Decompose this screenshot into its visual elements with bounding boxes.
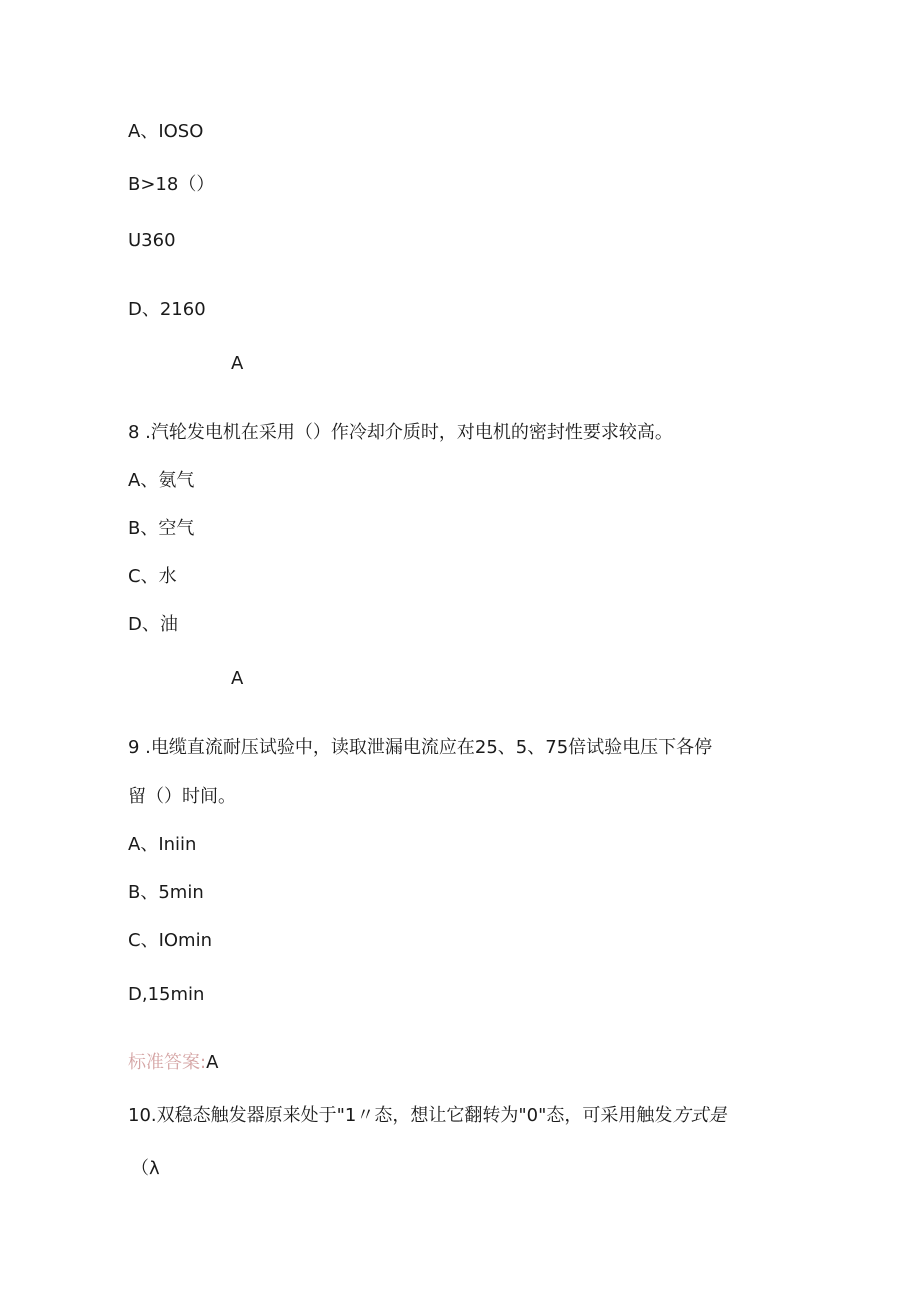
q7-option-b: B>18（） <box>128 174 215 195</box>
q7-option-c: U360 <box>128 230 176 251</box>
q9-option-b: B、5min <box>128 882 204 903</box>
q10-stem-line-1 <box>128 1104 726 1128</box>
q10-stem-line-2: （λ <box>131 1158 160 1179</box>
q8-option-c: C、水 <box>128 566 177 587</box>
answer-label: 标准答案: <box>128 1052 207 1073</box>
q10-stem-main: 10.双稳态触发器原来处于"1〃态，想让它翻转为"0"态，可采用触发 <box>128 1105 673 1126</box>
q9-option-c: C、IOmin <box>128 930 212 951</box>
q8-stem: 8 .汽轮发电机在采用（）作冷却介质时，对电机的密封性要求较高。 <box>128 422 673 443</box>
q9-stem-line-2: 留（）时间。 <box>128 786 236 807</box>
q9-option-d: D,15min <box>128 984 205 1005</box>
q8-option-b: B、空气 <box>128 518 195 539</box>
q7-answer: A <box>231 353 244 374</box>
answer-value: A <box>206 1052 219 1073</box>
q7-option-a: A、IOSO <box>128 121 204 142</box>
q8-option-d: D、油 <box>128 614 178 635</box>
q9-option-a: A、Iniin <box>128 834 197 855</box>
q9-stem-line-1: 9 .电缆直流耐压试验中，读取泄漏电流应在25、5、75倍试验电压下各停 <box>128 737 713 758</box>
q8-option-a: A、氨气 <box>128 470 195 491</box>
q10-stem-italic: 方式是 <box>672 1105 727 1126</box>
q7-option-d: D、2160 <box>128 299 206 320</box>
q8-answer: A <box>231 668 244 689</box>
q9-standard-answer <box>128 1051 218 1075</box>
